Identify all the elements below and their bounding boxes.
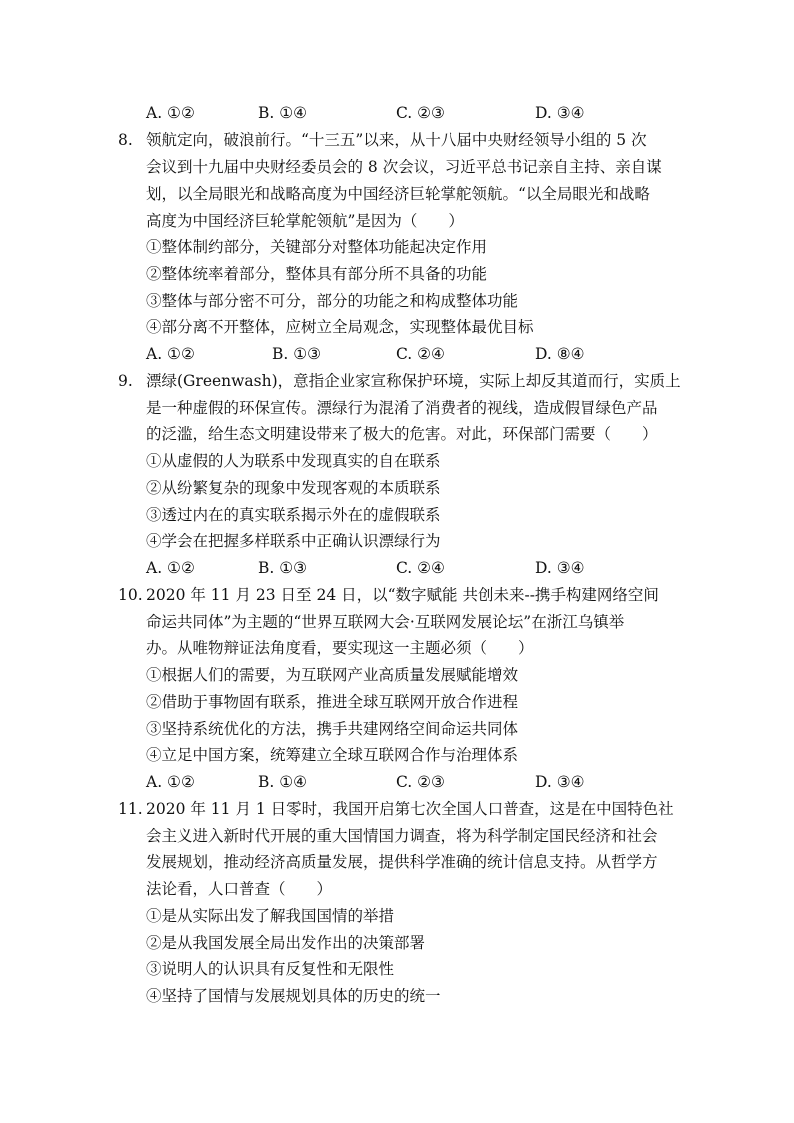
option-a: A. ①② (146, 345, 195, 363)
option-d: D. ③④ (535, 559, 585, 577)
option-c: C. ②④ (396, 345, 445, 363)
question-stem-line: 漂绿(Greenwash)，意指企业家宣称保护环境，实际上却反其道而行，实质上 (146, 372, 681, 390)
option-c: C. ②③ (396, 773, 445, 791)
options-row (146, 772, 706, 792)
question-stem-line: 2020 年 11 月 23 日至 24 日，以“数字赋能 共创未来--携手构建网络空间 (146, 586, 659, 604)
question-stem-line: 办。从唯物辩证法角度看，要实现这一主题必须（ ） (146, 639, 534, 657)
question-stem-line: 划，以全局眼光和战略高度为中国经济巨轮掌舵领航。“以全局眼光和战略 (146, 185, 650, 203)
question-stem-line: 领航定向，破浪前行。“十三五”以来，从十八届中央财经领导小组的 5 次 (146, 131, 647, 149)
question-stem-line: 会议到十九届中央财经委员会的 8 次会议，习近平总书记亲自主持、亲自谋 (146, 158, 662, 176)
statement-item: ③说明人的认识具有反复性和无限性 (146, 960, 395, 978)
option-a: A. ①② (146, 559, 195, 577)
options-row (146, 558, 706, 578)
options-row (146, 344, 706, 364)
statement-item: ③透过内在的真实联系揭示外在的虚假联系 (146, 506, 441, 524)
question-stem-line: 法论看，人口普查（ ） (146, 880, 333, 898)
statement-item: ④坚持了国情与发展规划具体的历史的统一 (146, 987, 441, 1005)
statement-item: ④立足中国方案，统筹建立全球互联网合作与治理体系 (146, 746, 519, 764)
statement-item: ③坚持系统优化的方法，携手共建网络空间命运共同体 (146, 720, 519, 738)
option-d: D. ③④ (535, 104, 585, 122)
question-stem-line: 会主义进入新时代开展的重大国情国力调查，将为科学制定国民经济和社会 (146, 827, 658, 845)
question-stem-line: 的泛滥，给生态文明建设带来了极大的危害。对此，环保部门需要（ ） (146, 425, 658, 443)
question-stem-line: 发展规划，推动经济高质量发展，提供科学准确的统计信息支持。从哲学方 (146, 853, 658, 871)
option-d: D. ⑧④ (535, 345, 585, 363)
question-number: 10. (118, 586, 143, 604)
statement-item: ①根据人们的需要，为互联网产业高质量发展赋能增效 (146, 666, 519, 684)
question-number: 8. (118, 131, 133, 149)
statement-item: ②是从我国发展全局出发作出的决策部署 (146, 934, 426, 952)
statement-item: ①整体制约部分，关键部分对整体功能起决定作用 (146, 238, 488, 256)
option-b: B. ①③ (258, 559, 308, 577)
option-b: B. ①④ (258, 773, 308, 791)
statement-item: ③整体与部分密不可分，部分的功能之和构成整体功能 (146, 292, 519, 310)
question-stem-line: 是一种虚假的环保宣传。漂绿行为混淆了消费者的视线，造成假冒绿色产品 (146, 399, 658, 417)
option-d: D. ③④ (535, 773, 585, 791)
question-stem-line: 命运共同体”为主题的“世界互联网大会·互联网发展论坛”在浙江乌镇举 (146, 613, 625, 631)
option-b: B. ①③ (272, 345, 322, 363)
option-a: A. ①② (146, 773, 195, 791)
option-a: A. ①② (146, 104, 195, 122)
statement-item: ①从虚假的人为联系中发现真实的自在联系 (146, 452, 441, 470)
option-b: B. ①④ (258, 104, 308, 122)
statement-item: ④部分离不开整体，应树立全局观念，实现整体最优目标 (146, 318, 534, 336)
statement-item: ①是从实际出发了解我国国情的举措 (146, 907, 395, 925)
options-row-q7 (146, 103, 706, 123)
option-c: C. ②③ (396, 104, 445, 122)
statement-item: ②借助于事物固有联系，推进全球互联网开放合作进程 (146, 693, 519, 711)
question-stem-line: 2020 年 11 月 1 日零时，我国开启第七次全国人口普查，这是在中国特色社 (146, 800, 674, 818)
option-c: C. ②④ (396, 559, 445, 577)
statement-item: ②整体统率着部分，整体具有部分所不具备的功能 (146, 265, 488, 283)
statement-item: ②从纷繁复杂的现象中发现客观的本质联系 (146, 479, 441, 497)
question-number: 9. (118, 372, 133, 390)
question-number: 11. (118, 800, 143, 818)
question-stem-line: 高度为中国经济巨轮掌舵领航”是因为（ ） (146, 212, 464, 230)
statement-item: ④学会在把握多样联系中正确认识漂绿行为 (146, 532, 441, 550)
